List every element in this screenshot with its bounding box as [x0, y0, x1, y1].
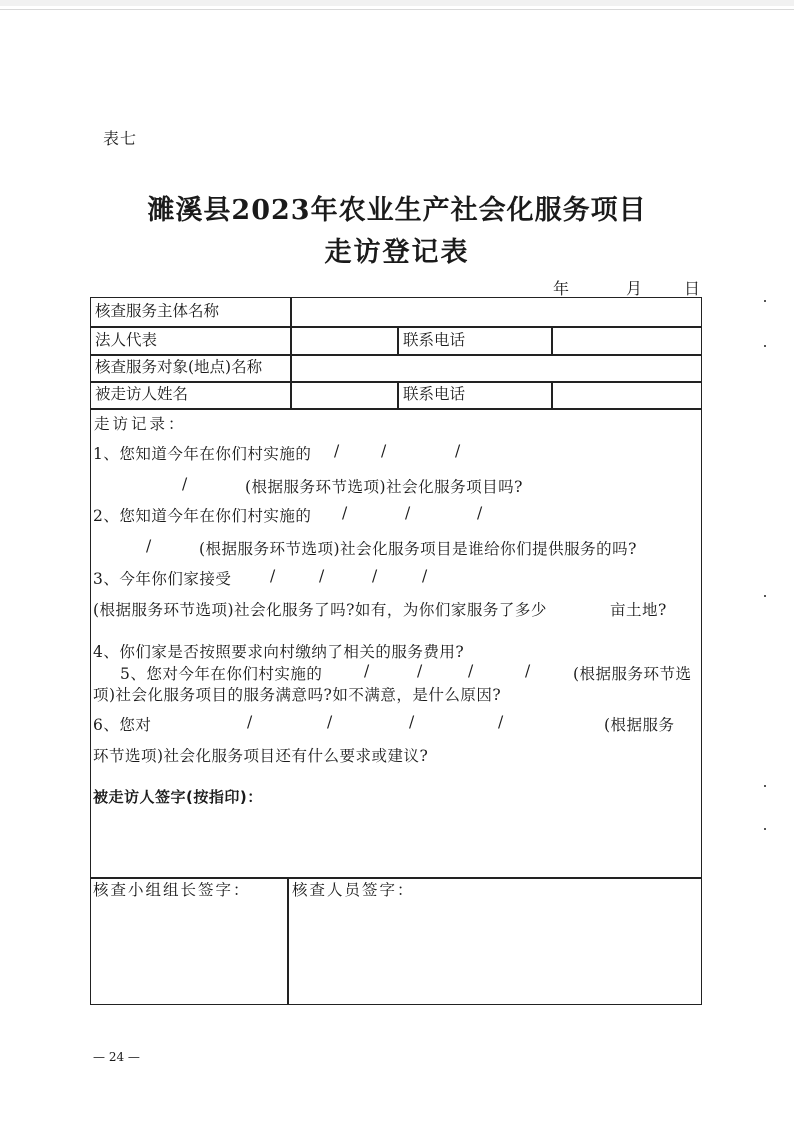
question-1-text-cont: (根据服务环节选项)社会化服务项目吗? [245, 478, 523, 496]
slash-mark: / [422, 567, 428, 585]
table-label: 表七 [103, 129, 138, 148]
slash-mark: / [182, 475, 188, 493]
column-divider [551, 381, 553, 409]
column-divider [551, 326, 553, 354]
question-3-text-end: 亩土地? [610, 601, 667, 619]
date-year: 年 [553, 279, 570, 298]
question-5-text: 5、您对今年在你们村实施的 [120, 665, 323, 683]
scan-speck [764, 785, 766, 787]
row-divider [90, 326, 702, 328]
column-divider [290, 297, 292, 409]
interviewee-signature-label: 被走访人签字(按指印)： [93, 788, 263, 806]
row-divider [90, 877, 702, 879]
legal-rep-label: 法人代表 [95, 331, 158, 349]
scan-top-band [0, 0, 794, 6]
question-5-text-cont: 项)社会化服务项目的服务满意吗?如不满意，是什么原因? [93, 686, 502, 704]
slash-mark: / [372, 567, 378, 585]
slash-mark: / [468, 662, 474, 680]
column-divider [397, 326, 399, 354]
page-title: 濉溪县2023年农业生产社会化服务项目 [147, 195, 647, 226]
slash-mark: / [477, 504, 483, 522]
question-5-text-option: (根据服务环节选 [573, 665, 692, 683]
page-number: — 24 — [93, 1050, 140, 1064]
scan-top-line [0, 9, 794, 10]
column-divider [397, 381, 399, 409]
slash-mark: / [327, 713, 333, 731]
question-3-text-cont: (根据服务环节选项)社会化服务了吗?如有，为你们家服务了多少 [93, 601, 547, 619]
slash-mark: / [417, 662, 423, 680]
page-subtitle: 走访登记表 [324, 237, 470, 268]
slash-mark: / [319, 567, 325, 585]
row-divider [90, 381, 702, 383]
row-divider [90, 408, 702, 410]
question-6-text-option: (根据服务 [604, 716, 675, 734]
slash-mark: / [409, 713, 415, 731]
slash-mark: / [405, 504, 411, 522]
slash-mark: / [342, 504, 348, 522]
interviewee-name-label: 被走访人姓名 [95, 385, 189, 403]
date-day: 日 [684, 279, 701, 298]
question-6-text-cont: 环节选项)社会化服务项目还有什么要求或建议? [93, 747, 429, 765]
scan-speck [764, 828, 766, 830]
leader-signature-label: 核查小组组长签字： [93, 881, 251, 899]
slash-mark: / [146, 537, 152, 555]
slash-mark: / [364, 662, 370, 680]
slash-mark: / [381, 442, 387, 460]
contact-phone-label: 联系电话 [403, 331, 466, 349]
slash-mark: / [525, 662, 531, 680]
contact-phone-label-2: 联系电话 [403, 385, 466, 403]
question-6-text: 6、您对 [93, 716, 152, 734]
service-entity-name-label: 核查服务主体名称 [95, 302, 220, 320]
scan-speck [764, 300, 766, 302]
slash-mark: / [247, 713, 253, 731]
staff-signature-label: 核查人员签字： [292, 881, 415, 899]
slash-mark: / [455, 442, 461, 460]
row-divider [90, 354, 702, 356]
question-2-text: 2、您知道今年在你们村实施的 [93, 507, 312, 525]
question-3-text: 3、今年你们家接受 [93, 570, 232, 588]
question-1-text: 1、您知道今年在你们村实施的 [93, 445, 312, 463]
slash-mark: / [270, 567, 276, 585]
question-4-text: 4、你们家是否按照要求向村缴纳了相关的服务费用? [93, 643, 465, 661]
scan-speck [764, 595, 766, 597]
scan-speck [764, 345, 766, 347]
question-2-text-cont: (根据服务环节选项)社会化服务项目是谁给你们提供服务的吗? [199, 540, 637, 558]
slash-mark: / [334, 442, 340, 460]
slash-mark: / [498, 713, 504, 731]
service-target-name-label: 核查服务对象(地点)名称 [95, 358, 263, 376]
column-divider [287, 877, 289, 1005]
record-heading: 走访记录： [94, 415, 187, 433]
date-month: 月 [626, 279, 643, 298]
